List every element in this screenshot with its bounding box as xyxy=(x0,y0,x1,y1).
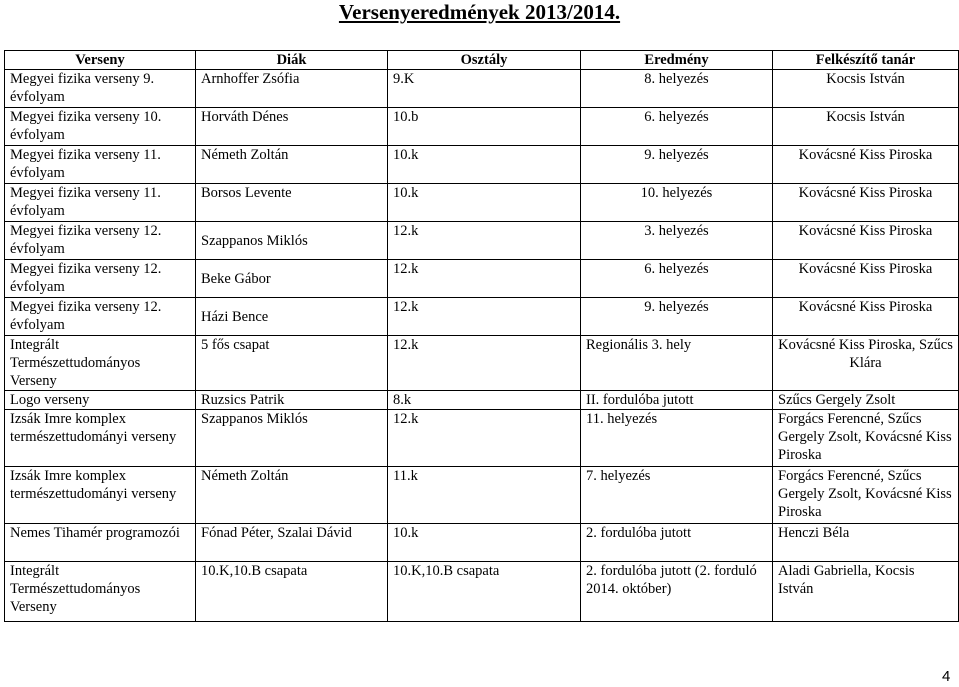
cell-diak: Beke Gábor xyxy=(196,260,388,298)
cell-tanar: Kovácsné Kiss Piroska xyxy=(773,260,959,298)
cell-osztaly: 8.k xyxy=(388,391,581,410)
cell-diak: Szappanos Miklós xyxy=(196,222,388,260)
table-row xyxy=(5,524,959,562)
cell-eredmeny: 6. helyezés xyxy=(581,108,773,146)
table-row xyxy=(5,298,959,336)
table-row xyxy=(5,391,959,410)
cell-osztaly: 12.k xyxy=(388,410,581,467)
cell-tanar: Kovácsné Kiss Piroska xyxy=(773,298,959,336)
table-row xyxy=(5,260,959,298)
cell-verseny: Megyei fizika verseny 11. évfolyam xyxy=(5,184,196,222)
cell-verseny: Izsák Imre komplex természettudományi verseny xyxy=(5,467,196,524)
cell-verseny: Integrált Természettudományos Verseny xyxy=(5,336,196,391)
cell-osztaly: 12.k xyxy=(388,336,581,391)
cell-eredmeny: 9. helyezés xyxy=(581,146,773,184)
cell-osztaly: 10.k xyxy=(388,146,581,184)
table-row xyxy=(5,184,959,222)
cell-osztaly: 10.k xyxy=(388,184,581,222)
page-number: 4 xyxy=(942,668,951,685)
cell-eredmeny: 10. helyezés xyxy=(581,184,773,222)
cell-diak: Németh Zoltán xyxy=(196,467,388,524)
cell-verseny: Nemes Tihamér programozói xyxy=(5,524,196,562)
cell-diak: Arnhoffer Zsófia xyxy=(196,70,388,108)
header-tanar: Felkészítő tanár xyxy=(773,51,959,70)
cell-osztaly: 12.k xyxy=(388,298,581,336)
cell-eredmeny: 7. helyezés xyxy=(581,467,773,524)
cell-tanar: Forgács Ferencné, Szűcs Gergely Zsolt, Kovácsné Kiss Piroska xyxy=(773,410,959,467)
table-row xyxy=(5,336,959,391)
cell-verseny: Megyei fizika verseny 12. évfolyam xyxy=(5,260,196,298)
cell-verseny: Megyei fizika verseny 9. évfolyam xyxy=(5,70,196,108)
cell-verseny: Megyei fizika verseny 12. évfolyam xyxy=(5,222,196,260)
cell-eredmeny: 11. helyezés xyxy=(581,410,773,467)
header-eredmeny: Eredmény xyxy=(581,51,773,70)
cell-tanar: Kovácsné Kiss Piroska xyxy=(773,184,959,222)
cell-osztaly: 12.k xyxy=(388,222,581,260)
table-row xyxy=(5,70,959,108)
header-diak: Diák xyxy=(196,51,388,70)
header-verseny: Verseny xyxy=(5,51,196,70)
cell-eredmeny: 2. fordulóba jutott (2. forduló 2014. október) xyxy=(581,562,773,622)
cell-verseny: Megyei fizika verseny 11. évfolyam xyxy=(5,146,196,184)
cell-tanar: Aladi Gabriella, Kocsis István xyxy=(773,562,959,622)
cell-diak: 10.K,10.B csapata xyxy=(196,562,388,622)
cell-osztaly: 11.k xyxy=(388,467,581,524)
cell-verseny: Logo verseny xyxy=(5,391,196,410)
table-row xyxy=(5,562,959,622)
cell-osztaly: 10.b xyxy=(388,108,581,146)
table-row xyxy=(5,222,959,260)
cell-osztaly: 9.K xyxy=(388,70,581,108)
cell-osztaly: 10.k xyxy=(388,524,581,562)
cell-osztaly: 12.k xyxy=(388,260,581,298)
cell-verseny: Izsák Imre komplex természettudományi verseny xyxy=(5,410,196,467)
table-header-row xyxy=(5,51,959,70)
cell-tanar: Kocsis István xyxy=(773,108,959,146)
cell-eredmeny: 3. helyezés xyxy=(581,222,773,260)
table-row xyxy=(5,108,959,146)
cell-eredmeny: 2. fordulóba jutott xyxy=(581,524,773,562)
table-row xyxy=(5,146,959,184)
cell-diak: Fónad Péter, Szalai Dávid xyxy=(196,524,388,562)
table-row xyxy=(5,467,959,524)
cell-tanar: Forgács Ferencné, Szűcs Gergely Zsolt, Kovácsné Kiss Piroska xyxy=(773,467,959,524)
cell-diak: Házi Bence xyxy=(196,298,388,336)
cell-diak: 5 fős csapat xyxy=(196,336,388,391)
header-osztaly: Osztály xyxy=(388,51,581,70)
cell-osztaly: 10.K,10.B csapata xyxy=(388,562,581,622)
cell-tanar: Kocsis István xyxy=(773,70,959,108)
cell-verseny: Megyei fizika verseny 12. évfolyam xyxy=(5,298,196,336)
cell-tanar: Kovácsné Kiss Piroska xyxy=(773,222,959,260)
cell-diak: Szappanos Miklós xyxy=(196,410,388,467)
cell-diak: Borsos Levente xyxy=(196,184,388,222)
cell-tanar: Szűcs Gergely Zsolt xyxy=(773,391,959,410)
cell-eredmeny: Regionális 3. hely xyxy=(581,336,773,391)
results-table xyxy=(4,50,959,622)
cell-tanar: Henczi Béla xyxy=(773,524,959,562)
cell-eredmeny: 9. helyezés xyxy=(581,298,773,336)
cell-eredmeny: II. fordulóba jutott xyxy=(581,391,773,410)
cell-diak: Horváth Dénes xyxy=(196,108,388,146)
cell-eredmeny: 6. helyezés xyxy=(581,260,773,298)
cell-eredmeny: 8. helyezés xyxy=(581,70,773,108)
table-row xyxy=(5,410,959,467)
cell-diak: Németh Zoltán xyxy=(196,146,388,184)
cell-diak: Ruzsics Patrik xyxy=(196,391,388,410)
page-title: Versenyeredmények 2013/2014. xyxy=(338,0,621,24)
cell-tanar: Kovácsné Kiss Piroska, Szűcs Klára xyxy=(773,336,959,391)
cell-tanar: Kovácsné Kiss Piroska xyxy=(773,146,959,184)
cell-verseny: Integrált Természettudományos Verseny xyxy=(5,562,196,622)
cell-verseny: Megyei fizika verseny 10. évfolyam xyxy=(5,108,196,146)
